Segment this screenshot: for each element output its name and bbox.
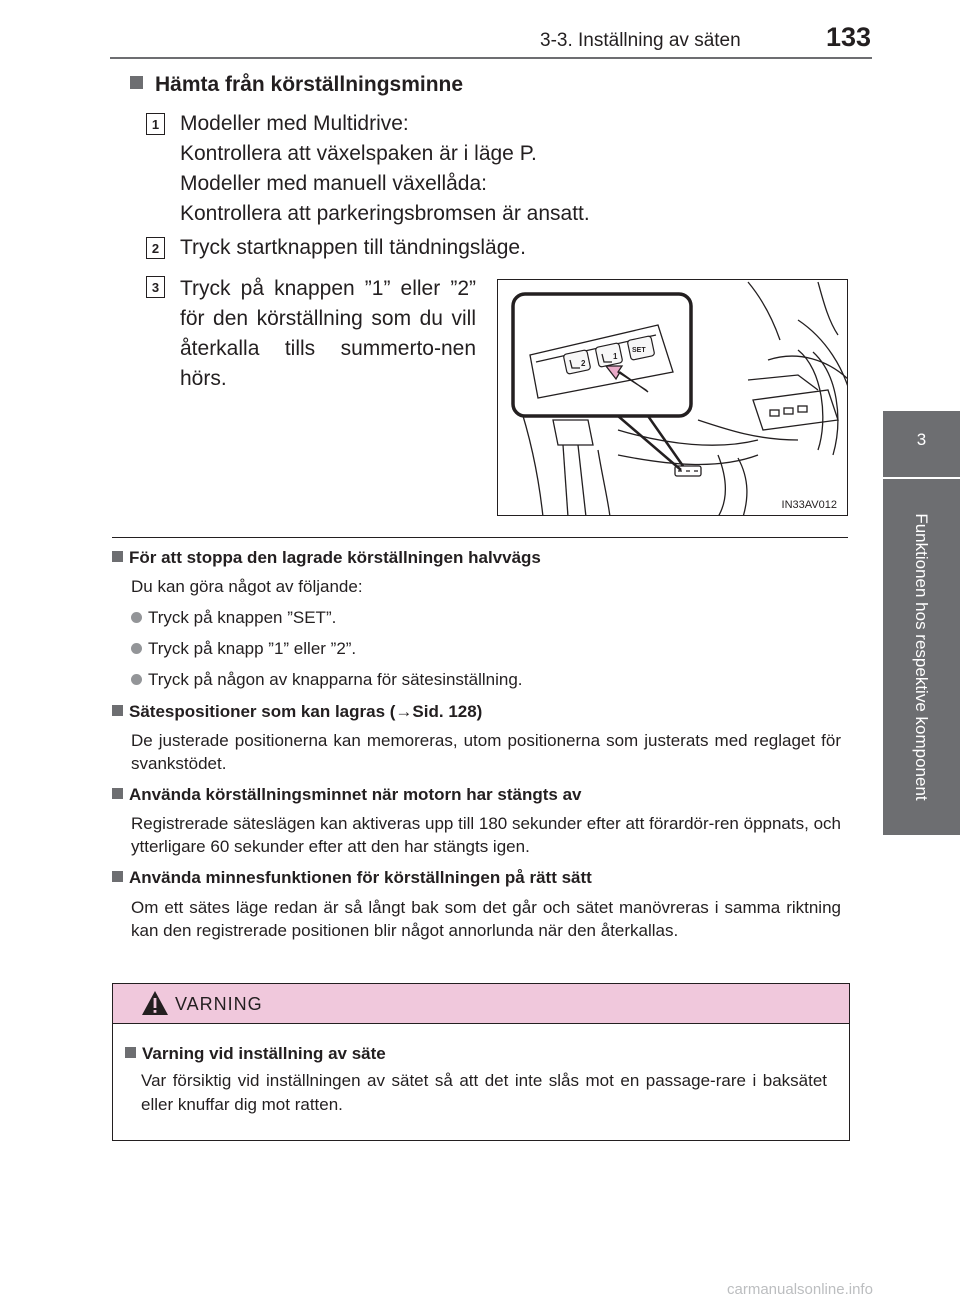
warning-box [112, 983, 850, 1141]
watermark: carmanualsonline.info [727, 1281, 873, 1298]
note-2-title: Sätespositioner som kan lagras (→Sid. 128) [112, 702, 482, 722]
note-3-body: Registrerade säteslägen kan aktiveras upp till 180 sekunder efter att förardör-ren öppnats, och ytterligare 60 sekunder efter att den har stängts igen. [131, 814, 841, 856]
square-bullet-icon [130, 76, 143, 89]
square-bullet-icon [125, 1047, 136, 1058]
step-1-line-1: Modeller med Multidrive: [180, 112, 409, 135]
note-1-bullet-2: Tryck på knapp ”1” eller ”2”. [131, 639, 356, 659]
note-4-title: Använda minnesfunktionen för körställningen på rätt sätt [112, 868, 592, 888]
round-bullet-icon [131, 643, 142, 654]
round-bullet-icon [131, 674, 142, 685]
warning-title: Varning vid inställning av säte [125, 1044, 386, 1064]
note-1-title: För att stoppa den lagrade körställningen halvvägs [112, 548, 541, 568]
step-1-line-3: Modeller med manuell växellåda: [180, 172, 487, 195]
step-1-line-2: Kontrollera att växelspaken är i läge P. [180, 142, 537, 165]
door-panel-drawing [498, 280, 848, 516]
illustration-code: IN33AV012 [781, 499, 837, 511]
page-number: 133 [826, 22, 872, 52]
warning-label: VARNING [175, 994, 263, 1014]
header-section-title: 3-3. Inställning av säten [540, 30, 741, 51]
square-bullet-icon [112, 788, 123, 799]
note-3-title: Använda körställningsminnet när motorn har stängts av [112, 785, 581, 805]
note-1-bullet-1: Tryck på knappen ”SET”. [131, 608, 336, 628]
section-divider [112, 537, 848, 538]
memory-button-illustration [497, 279, 848, 516]
button-label-1: 1 [613, 352, 618, 361]
button-label-set: SET [632, 347, 646, 354]
round-bullet-icon [131, 612, 142, 623]
header-rule [110, 57, 872, 59]
chapter-number: 3 [916, 430, 927, 449]
note-4-body: Om ett sätes läge redan är så långt bak som det går och sätet manövreras i samma riktning kan den registrerade positionen blir något annorlunda när den återkallas. [131, 898, 841, 940]
note-1-body: Du kan göra något av följande: [131, 577, 363, 596]
warning-body: Var försiktig vid inställningen av sätet så att det inte slås mot en passage-rare i baksätet eller knuffar dig mot ratten. [141, 1071, 827, 1114]
chapter-label: Funktionen hos respektive komponent [912, 513, 931, 801]
step-3-text: Tryck på knappen ”1” eller ”2” för den körställning som du vill återkalla tills summerto-nen hörs. [180, 277, 476, 390]
step-number-1: 1 [146, 113, 165, 135]
square-bullet-icon [112, 551, 123, 562]
square-bullet-icon [112, 871, 123, 882]
note-1-bullet-3: Tryck på någon av knapparna för sätesinställning. [131, 670, 523, 690]
section-title: Hämta från körställningsminne [130, 73, 463, 97]
step-number-3: 3 [146, 276, 165, 298]
step-number-2: 2 [146, 237, 165, 259]
step-2-line-1: Tryck startknappen till tändningsläge. [180, 236, 526, 259]
warning-triangle-icon [141, 989, 169, 1017]
button-label-2: 2 [581, 359, 586, 368]
square-bullet-icon [112, 705, 123, 716]
note-2-body: De justerade positionerna kan memoreras, utom positionerna som justerats med reglaget för svankstödet. [131, 731, 841, 773]
warning-header [113, 984, 849, 1024]
step-1-line-4: Kontrollera att parkeringsbromsen är ansatt. [180, 202, 590, 225]
